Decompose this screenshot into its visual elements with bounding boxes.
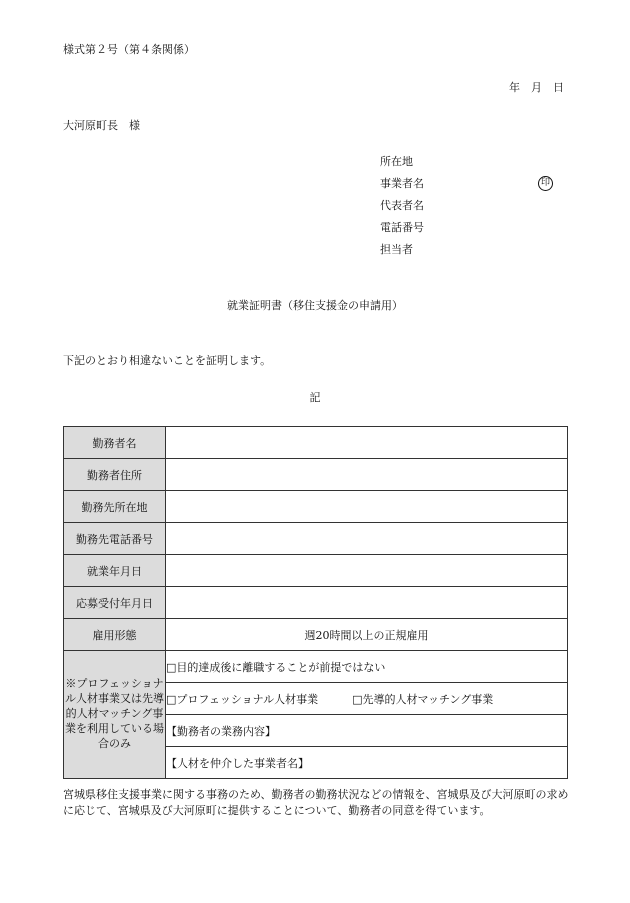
table-row	[64, 555, 568, 587]
table-row	[64, 587, 568, 619]
table-row	[64, 459, 568, 491]
intermediary-field[interactable]: 【人材を仲介した事業者名】	[166, 747, 568, 779]
applicant-company-label: 事業者名	[380, 177, 424, 190]
workplace-phone-input[interactable]	[166, 523, 568, 555]
applicant-representative-label: 代表者名	[380, 199, 424, 212]
table-row	[64, 523, 568, 555]
form-number: 様式第２号（第４条関係）	[63, 43, 195, 56]
row-label: 雇用形態	[64, 619, 166, 651]
addressee: 大河原町長 様	[63, 119, 140, 132]
workplace-address-input[interactable]	[166, 491, 568, 523]
intro-text: 下記のとおり相違ないことを証明します。	[63, 354, 272, 367]
row-label: 勤務先所在地	[64, 491, 166, 523]
employment-date-input[interactable]	[166, 555, 568, 587]
applicant-address-label: 所在地	[380, 155, 413, 168]
document-title: 就業証明書（移住支援金の申請用）	[227, 299, 403, 312]
row-label: 勤務者住所	[64, 459, 166, 491]
row-label: 就業年月日	[64, 555, 166, 587]
seal-icon: 印	[538, 176, 553, 191]
consent-statement: 宮城県移住支援事業に関する事務のため、勤務者の勤務状況などの情報を、宮城県及び大河原町の求めに応じて、宮城県及び大河原町に提供することについて、勤務者の同意を得ています。	[63, 788, 569, 817]
professional-program-checkbox[interactable]: □プロフェッショナル人材事業	[166, 692, 319, 706]
worker-address-input[interactable]	[166, 459, 568, 491]
table-row	[64, 651, 568, 683]
worker-name-input[interactable]	[166, 427, 568, 459]
application-date-input[interactable]	[166, 587, 568, 619]
row-label: 勤務者名	[64, 427, 166, 459]
purpose-checkbox[interactable]: □目的達成後に離職することが前提ではない	[166, 651, 568, 683]
program-checkboxes	[166, 683, 568, 715]
table-row	[64, 619, 568, 651]
special-program-label: ※プロフェッショナル人材事業又は先導的人材マッチング事業を利用している場合のみ	[64, 651, 166, 779]
certificate-table	[63, 426, 568, 779]
table-row	[64, 427, 568, 459]
applicant-phone-label: 電話番号	[380, 221, 424, 234]
matching-program-checkbox[interactable]: □先導的人材マッチング事業	[352, 692, 494, 706]
table-row	[64, 491, 568, 523]
ki-heading: 記	[309, 391, 321, 404]
worker-duties-field[interactable]: 【勤務者の業務内容】	[166, 715, 568, 747]
row-label: 勤務先電話番号	[64, 523, 166, 555]
applicant-contact-person-label: 担当者	[380, 243, 413, 256]
employment-type-value: 週20時間以上の正規雇用	[166, 619, 568, 651]
row-label: 応募受付年月日	[64, 587, 166, 619]
date-field: 年 月 日	[509, 81, 564, 94]
